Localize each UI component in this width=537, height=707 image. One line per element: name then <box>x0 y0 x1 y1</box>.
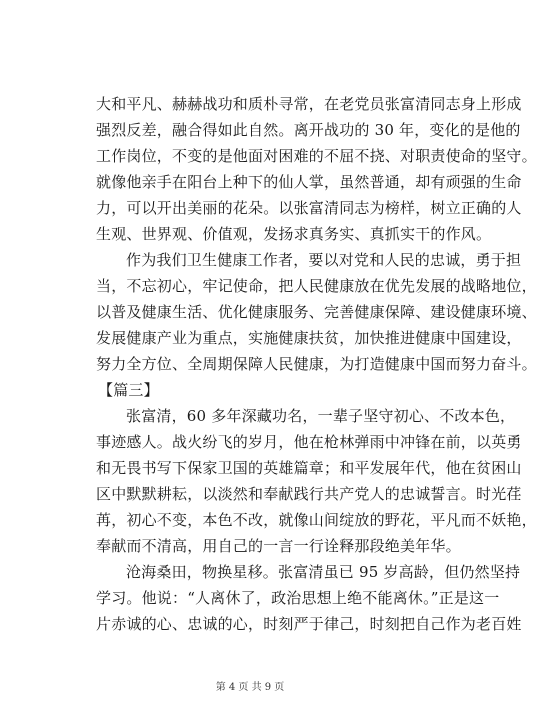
text-line: 片赤诚的心、忠诚的心，时刻严于律己，时刻把自己作为老百姓 <box>96 615 522 633</box>
text-line: 苒，初心不变，本色不改，就像山间绽放的野花，平凡而不妖艳， <box>96 511 537 529</box>
text-line: 力，可以开出美丽的花朵。以张富清同志为榜样，树立正确的人 <box>96 199 522 217</box>
text-line: 发展健康产业为重点，实施健康扶贫，加快推进健康中国建设， <box>96 329 522 347</box>
text-line: 当，不忘初心，牢记使命，把人民健康放在优先发展的战略地位， <box>96 277 537 295</box>
section-heading: 【篇三】 <box>98 381 159 399</box>
text-line: 和无畏书写下保家卫国的英雄篇章；和平发展年代，他在贫困山 <box>96 459 522 477</box>
text-line: 以普及健康生活、优化健康服务、完善健康保障、建设健康环境、 <box>96 303 537 321</box>
page-footer: 第 4 页 共 9 页 <box>215 682 285 693</box>
text-line: 就像他亲手在阳台上种下的仙人掌，虽然普通，却有顽强的生命 <box>96 173 522 191</box>
body-text <box>96 91 537 637</box>
text-line: 区中默默耕耘，以淡然和奉献践行共产党人的忠诚誓言。时光荏 <box>96 485 522 503</box>
text-line: 奉献而不清高，用自己的一言一行诠释那段绝美年华。 <box>96 537 461 555</box>
text-line: 强烈反差，融合得如此自然。离开战功的 30 年，变化的是他的 <box>96 121 521 139</box>
paragraph-start-line: 沧海桑田，物换星移。张富清虽已 95 岁高龄，但仍然坚持 <box>126 563 521 581</box>
text-line: 生观、世界观、价值观，发扬求真务实、真抓实干的作风。 <box>96 225 492 243</box>
text-line: 大和平凡、赫赫战功和质朴寻常，在老党员张富清同志身上形成 <box>96 95 522 113</box>
text-line: 努力全方位、全周期保障人民健康，为打造健康中国而努力奋斗。 <box>96 355 537 373</box>
text-line: 学习。他说：“人离休了，政治思想上绝不能离休。”正是这一 <box>96 589 500 607</box>
paragraph-start-line: 作为我们卫生健康工作者，要以对党和人民的忠诚，勇于担 <box>126 251 522 269</box>
paragraph-start-line: 张富清，60 多年深藏功名，一辈子坚守初心、不改本色， <box>126 407 516 425</box>
text-line: 工作岗位，不变的是他面对困难的不屈不挠、对职责使命的坚守。 <box>96 147 537 165</box>
text-line: 事迹感人。战火纷飞的岁月，他在枪林弹雨中冲锋在前，以英勇 <box>96 433 522 451</box>
